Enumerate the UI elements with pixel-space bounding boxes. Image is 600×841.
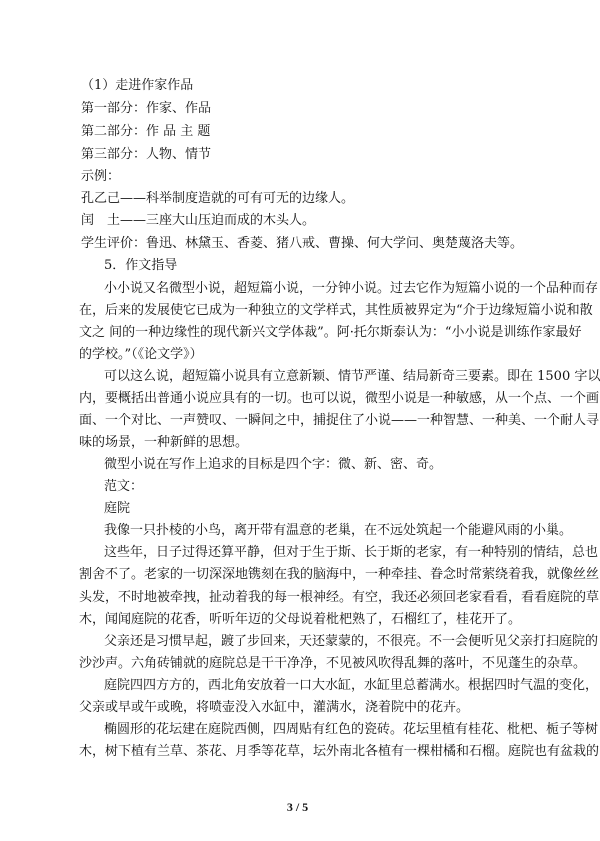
text-line: 孔乙己——科举制度造就的可有可无的边缘人。 — [81, 191, 355, 206]
paragraph-line: 可以这么说，超短篇小说具有立意新颖、情节严谨、结局新奇三要素。即在 1500 字以 — [104, 369, 600, 384]
text-line: 学生评价：鲁迅、林黛玉、香菱、猪八戒、曹操、何大学问、奥楚蔑洛夫等。 — [81, 236, 524, 251]
paragraph-line: 庭院四四方方的，西北角安放着一口大水缸，水缸里总蓄满水。根据四时气温的变化， — [104, 678, 599, 693]
paragraph-line: 割舍不了。老家的一切深深地镌刻在我的脑海中，一种牵挂、眷念时常萦绕着我，就像丝丝 — [79, 567, 600, 582]
section-heading: （1）走进作家作品 — [81, 78, 194, 93]
text-line: 第二部分：作 品 主 题 — [81, 124, 211, 139]
text-line: 闰 土——三座大山压迫而成的木头人。 — [81, 213, 316, 228]
paragraph-line: 木，树下植有兰草、茶花、月季等花草，坛外南北各植有一棵柑橘和石榴。庭院也有盆栽的 — [79, 744, 600, 759]
text-line: 范文： — [104, 479, 144, 494]
text-line: 第一部分：作家、作品 — [81, 101, 212, 116]
text-line: 示例： — [81, 169, 121, 184]
page-number: 3 / 5 — [286, 800, 309, 814]
paragraph-line: 面、一个对比、一声赞叹、一瞬间之中，捕捉住了小说——一种智慧、一种美、一个耐人寻 — [79, 413, 600, 428]
paragraph-line: 微型小说在写作上追求的目标是四个字：微、新、密、奇。 — [104, 457, 443, 472]
paragraph-line: 小小说又名微型小说，超短篇小说，一分钟小说。过去它作为短篇小说的一个品种而存 — [104, 281, 599, 296]
paragraph-line: 父亲或早或午或晚，将喷壶没入水缸中，灌满水，浇着院中的花卉。 — [79, 700, 470, 715]
section-heading: 5．作文指导 — [104, 258, 178, 273]
paragraph-line: 的学校。”（《论文学》） — [79, 347, 203, 362]
paragraph-line: 这些年，日子过得还算平静，但对于生于斯、长于斯的老家，有一种特别的情结，总也 — [104, 545, 599, 560]
paragraph-line: 文之 间的一种边缘性的现代新兴文学体裁”。阿·托尔斯泰认为：“小小说是训练作家最好 — [79, 325, 582, 340]
paragraph-line: 头发，不时地被牵拽，扯动着我的每一根神经。有空，我还必须回老家看看，看看庭院的草 — [79, 590, 600, 605]
essay-title: 庭院 — [104, 501, 131, 516]
text-line: 第三部分：人物、情节 — [81, 147, 212, 162]
paragraph-line: 在，后来的发展使它已成为一种独立的文学样式，其性质被界定为“介于边缘短篇小说和散 — [79, 303, 593, 318]
paragraph-line: 沙沙声。六角砖铺就的庭院总是干干净净，不见被风吹得乱舞的落叶，不见蓬生的杂草。 — [79, 656, 587, 671]
paragraph-line: 木，闻闻庭院的花香，听听年迈的父母说着枇杷熟了，石榴红了，桂花开了。 — [79, 612, 522, 627]
paragraph-line: 椭圆形的花坛建在庭院西侧，四周贴有红色的瓷砖。花坛里植有桂花、枇杷、栀子等树 — [104, 722, 599, 737]
paragraph-line: 味的场景，一种新鲜的思想。 — [79, 435, 249, 450]
paragraph-line: 父亲还是习惯早起，踱了步回来，天还蒙蒙的，不很亮。不一会便听见父亲打扫庭院的 — [104, 634, 599, 649]
paragraph-line: 内，要概括出普通小说应具有的一切。也可以说，微型小说是一种敏感，从一个点、一个画 — [79, 391, 600, 406]
paragraph-line: 我像一只扑棱的小鸟，离开带有温意的老巢，在不远处筑起一个能避风雨的小巢。 — [104, 523, 573, 538]
